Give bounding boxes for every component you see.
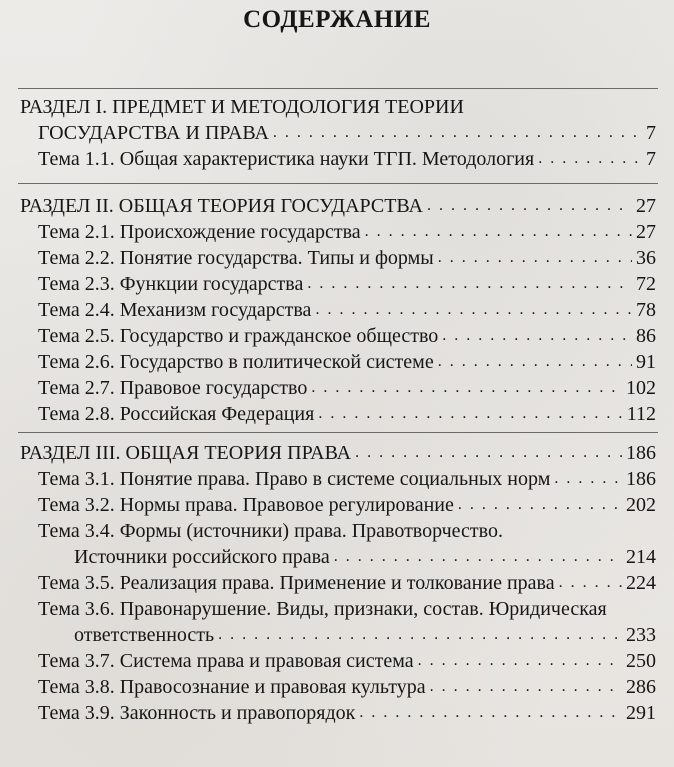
toc-entry-topic-3-1[interactable] [38,466,656,494]
page-number: 250 [626,650,656,672]
leader-dots [418,648,622,674]
topic-label: Тема 2.2. Понятие государства. Типы и формы [38,247,434,269]
topic-label: Тема 3.2. Нормы права. Правовое регулирование [38,494,454,516]
page-number: 102 [626,377,656,399]
topic-label: Тема 3.9. Законность и правопорядок [38,702,356,724]
topic-label: Тема 3.1. Понятие права. Право в системе социальных норм [38,468,551,490]
topic-3-4-label-line1: Тема 3.4. Формы (источники) права. Правотворчество. [38,520,503,542]
section-3-heading: РАЗДЕЛ III. ОБЩАЯ ТЕОРИЯ ПРАВА [20,442,352,464]
leader-dots [427,193,632,219]
page-number: 291 [626,702,656,724]
page-number: 36 [636,247,656,269]
topic-label: Тема 2.1. Происхождение государства [38,221,361,243]
leader-dots [318,401,622,427]
topic-label: Тема 2.6. Государство в политической системе [38,351,434,373]
toc-entry-topic-2-6[interactable] [38,349,656,377]
topic-label: Тема 2.5. Государство и гражданское общество [38,325,439,347]
toc-entry-topic-2-4[interactable] [38,297,656,325]
toc-entry-section-2[interactable] [20,193,656,221]
section-1-heading: РАЗДЕЛ I. ПРЕДМЕТ И МЕТОДОЛОГИЯ ТЕОРИИ [20,96,464,118]
page-number: 7 [646,148,656,170]
topic-label: Тема 2.8. Российская Федерация [38,403,315,425]
page-number: 27 [636,195,656,217]
page-number: 186 [626,468,656,490]
section-divider [18,183,658,184]
leader-dots [442,323,632,349]
section-1-heading-cont: ГОСУДАРСТВА И ПРАВА [38,122,269,144]
page-number: 78 [636,299,656,321]
toc-entry-section-1[interactable] [38,120,656,148]
page-number: 214 [626,546,656,568]
page-number: 286 [626,676,656,698]
toc-entry-topic-3-4[interactable] [74,544,656,572]
topic-label: Тема 3.5. Реализация права. Применение и толкование права [38,572,555,594]
leader-dots [334,544,622,570]
toc-entry-topic-3-8[interactable] [38,674,656,702]
toc-entry-topic-2-8[interactable] [38,401,656,429]
topic-3-6-label-line1: Тема 3.6. Правонарушение. Виды, признаки, состав. Юридическая [38,598,607,620]
leader-dots [359,700,622,726]
section-divider [18,88,658,89]
page-number: 186 [626,442,656,464]
toc-entry-topic-3-5[interactable] [38,570,656,598]
section-divider [18,432,658,433]
toc-entry-topic-3-2[interactable] [38,492,656,520]
leader-dots [365,219,632,245]
page-number: 91 [636,351,656,373]
toc-entry-topic-3-7[interactable] [38,648,656,676]
topic-label: Источники российского права [74,546,330,568]
leader-dots [311,375,622,401]
leader-dots [438,349,632,375]
topic-label: ответственность [74,624,215,646]
toc-entry-topic-2-5[interactable] [38,323,656,351]
page-number: 233 [626,624,656,646]
page-number: 112 [626,403,656,425]
toc-entry-topic-2-1[interactable] [38,219,656,247]
leader-dots [438,245,632,271]
page-number: 224 [626,572,656,594]
toc-entry-topic-1-1[interactable] [38,146,656,174]
topic-label: Тема 3.7. Система права и правовая система [38,650,414,672]
topic-label: Тема 3.8. Правосознание и правовая культура [38,676,426,698]
toc-entry-topic-3-6[interactable] [74,622,656,650]
topic-label: Тема 2.7. Правовое государство [38,377,308,399]
page-title: СОДЕРЖАНИЕ [243,6,431,33]
leader-dots [307,271,632,297]
toc-entry-section-3[interactable] [20,440,656,468]
leader-dots [218,622,622,648]
page-number: 86 [636,325,656,347]
page-number: 27 [636,221,656,243]
toc-entry-topic-2-3[interactable] [38,271,656,299]
leader-dots [458,492,622,518]
toc-entry-topic-3-9[interactable] [38,700,656,728]
toc-entry-topic-2-2[interactable] [38,245,656,273]
topic-label: Тема 2.4. Механизм государства [38,299,312,321]
leader-dots [554,466,622,492]
toc-entry-topic-2-7[interactable] [38,375,656,403]
section-2-heading: РАЗДЕЛ II. ОБЩАЯ ТЕОРИЯ ГОСУДАРСТВА [20,195,423,217]
leader-dots [273,120,642,146]
leader-dots [559,570,622,596]
leader-dots [355,440,622,466]
topic-label: Тема 1.1. Общая характеристика науки ТГП. Методология [38,148,535,170]
page-number: 72 [636,273,656,295]
leader-dots [430,674,622,700]
leader-dots [315,297,632,323]
topic-label: Тема 2.3. Функции государства [38,273,304,295]
leader-dots [538,146,642,172]
page-number: 7 [646,122,656,144]
page-number: 202 [626,494,656,516]
